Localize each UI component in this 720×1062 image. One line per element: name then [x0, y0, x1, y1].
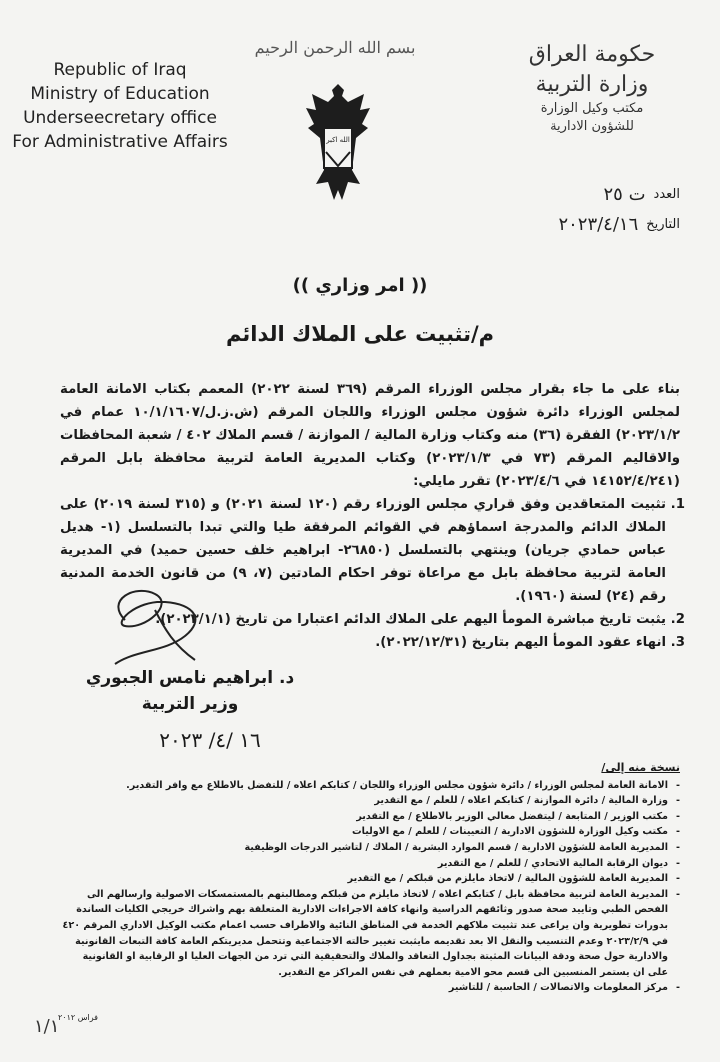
signatory-name: د. ابراهيم نامس الجبوري [85, 668, 295, 688]
copy-recipient: - مكتب الوزير / المتابعة / ليتفضل معالي الوزير بالاطلاع / مع التقدير [60, 809, 680, 825]
letterhead-line: Underseecretary office [23, 108, 217, 128]
signature-date: ١٦ /٤/ ٢٠٢٣ [159, 728, 261, 752]
handwritten-signature [95, 580, 215, 670]
letterhead-line: Republic of Iraq [53, 60, 187, 80]
copies-section [60, 760, 680, 996]
copy-recipient: - مركز المعلومات والاتصالات / الحاسبة / للتاشير [60, 980, 680, 996]
signatory-position: وزير التربية [141, 694, 239, 714]
reference-block [480, 180, 680, 240]
order-title: (( امر وزاري )) [292, 275, 428, 296]
copies-header: نسخة منه إلى/ [601, 761, 680, 774]
arabic-letterhead [482, 40, 702, 136]
date-row [480, 210, 680, 240]
eagle-emblem-icon [302, 80, 374, 210]
number-row [480, 180, 680, 210]
letterhead-line: حكومة العراق [528, 42, 656, 67]
decision-item: 1. تثبيت المتعاقدين وفق قراري مجلس الوزراء رقم (١٢٠ لسنة ٢٠٢١) و (٣١٥ لسنة ٢٠١٩) على الملاك الدائم والمدرجة اسماؤهم في القوائم المرفقة طيا والتي تبدا بالتسلسل (١- هديل عباس حمادي جريان) وينتهي بالتسلسل (٢٦٨٥٠- ابراهيم خلف حسين حميد) في المديرية العامة لتربية محافظة بابل مع مراعاة توفر احكام المادتين (٧، ٩) من قانون الخدمة المدنية رقم (٢٤) لسنة (١٩٦٠). [60, 493, 666, 608]
page-number: ١/١ [34, 1016, 60, 1037]
english-letterhead [10, 58, 230, 154]
intro-paragraph: بناء على ما جاء بقرار مجلس الوزراء المرقم (٣٦٩ لسنة ٢٠٢٢) المعمم بكتاب الامانة العامة لمجلس الوزراء دائرة شؤون مجلس الوزراء واللجان المرقم (ش.ز.ل/١٠/١/١٦٠٧ عمام في ٢٠٢٣/١/٢) الفقرة (٣٦) منه وكتاب وزارة المالية / الموازنة / قسم الملاك ٤٠٢ / شعبة المحافظات والاقاليم المرقم (٧٣ في ٢٠٢٣/١/٣) وكتاب المديرية العامة لتربية محافظة بابل المرقم (١٤١٥٢/٤/٢٤١ في ٢٠٢٣/٤/٦) تقرر مايلي: [60, 382, 681, 489]
date-value: ٢٠٢٣/٤/١٦ [558, 214, 639, 235]
decision-item: 2. يثبت تاريخ مباشرة المومأ اليهم على الملاك الدائم اعتبارا من تاريخ (٢٠٢٣/١/١). [60, 608, 666, 631]
signatory-block [70, 665, 310, 717]
form-number: فراس ٢٠١٢ [58, 1013, 98, 1022]
copy-recipient: - الامانة العامة لمجلس الوزراء / دائرة شؤون مجلس الوزراء واللجان / كتابكم اعلاه / للتفضل بالاطلاع مع وافر التقدير. [60, 778, 680, 794]
copy-recipient: - مكتب وكيل الوزارة للشؤون الادارية / التعيينات / للعلم / مع الاوليات [60, 824, 680, 840]
copy-recipient: - المديرية العامة لتربية محافظة بابل / كتابكم اعلاه / لاتخاذ مايلزم من قبلكم ومطالبتهم بالمستمسكات الاصولية وارسالهم الى الفحص الطبي وتاييد صحة صدور وثائقهم الدراسية وانهاء كافة الاجراءات الادارية المتعلقة بهم واشراك خريجي الكليات الساندة بدورات تطويرية وان يراعى عند تثبيت ملاكهم الخدمة في المناطق النائية والاطراف حسب اعمام مكتب الوكيل الاداري المرقم ٤٢٠ في ٢٠٢٣/٢/٩ وعدم التنسيب والنقل الا بعد تقديمه مايثبت تغيير حالته الاجتماعية وتتحمل مديريتكم العامة كافة التبعات القانونية والادارية حول صحة ودقة البيانات المثبتة بجداول التعاقد والملاك والتحقيقية التي ترد من الجهات العليا او الرقابية او القانونية على ان يستمر المنسبين الى قسم محو الامية بعملهم في نفس المراكز مع التقدير. [60, 887, 680, 981]
copy-recipient: - ديوان الرقابة المالية الاتحادي / للعلم / مع التقدير [60, 856, 680, 872]
letterhead-line: Ministry of Education [30, 84, 210, 104]
date-label: التاريخ [646, 217, 680, 232]
basmala: بسم الله الرحمن الرحيم [254, 38, 416, 57]
emblem-text: الله اكبر [326, 136, 350, 144]
number-label: العدد [653, 187, 680, 202]
letterhead-line: For Administrative Affairs [12, 132, 228, 152]
copy-recipient: - المديرية العامة للشؤون المالية / لاتخاذ مايلزم من قبلكم / مع التقدير [60, 871, 680, 887]
subject-line: م/تثبيت على الملاك الدائم [225, 322, 495, 346]
copy-recipient: - وزارة المالية / دائرة الموازنة / كتابكم اعلاه / للعلم / مع التقدير [60, 793, 680, 809]
copy-recipient: - المديرية العامة للشؤون الادارية / قسم الموارد البشرية / الملاك / لتاشير الدرجات الوظيفية [60, 840, 680, 856]
letterhead-line: مكتب وكيل الوزارة [540, 101, 644, 116]
letterhead-line: للشؤون الادارية [550, 119, 634, 134]
decision-item: 3. انهاء عقود المومأ اليهم بتاريخ (٢٠٢٢/١٢/٣١). [60, 631, 666, 654]
copies-list [60, 778, 680, 996]
number-value: ت ٢٥ [603, 184, 646, 205]
letterhead-line: وزارة التربية [535, 72, 649, 97]
